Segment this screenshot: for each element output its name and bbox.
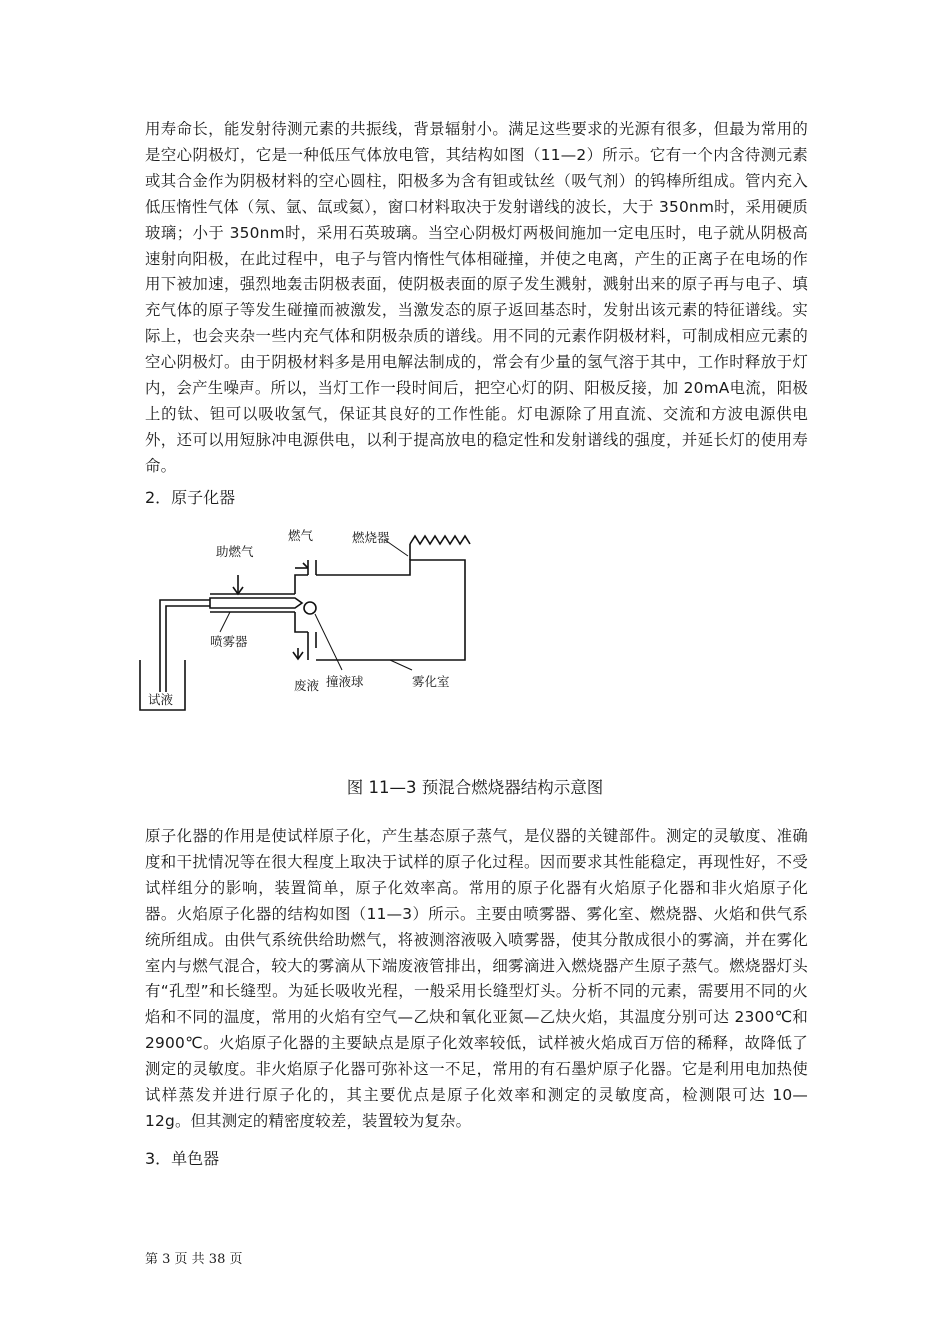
label-oxidant-gas: 助燃气 xyxy=(216,544,254,559)
label-impact-bead: 撞液球 xyxy=(326,674,364,689)
body-paragraph-atomizer: 原子化器的作用是使试样原子化，产生基态原子蒸气，是仪器的关键部件。测定的灵敏度、准确度和干扰情况等在很大程度上取决于试样的原子化过程。因而要求其性能稳定，再现性好，不受试样组分的影响，装置简单，原子化效率高。常用的原子化器有火焰原子化器和非火焰原子化器。火焰原子化器的结构如图（11—3）所示。主要由喷雾器、雾化室、燃烧器、火焰和供气系统所组成。由供气系统供给助燃气，将被测溶液吸入喷雾器，使其分散成很小的雾滴，并在雾化室内与燃气混合，较大的雾滴从下端废液管排出，细雾滴进入燃烧器产生原子蒸气。燃烧器灯头有“孔型”和长缝型。为延长吸收光程，一般采用长缝型灯头。分析不同的元素，需要用不同的火焰和不同的温度，常用的火焰有空气—乙炔和氧化亚氮—乙炔火焰，其温度分别可达 2300℃和 2900℃。火焰原子化器的主要缺点是原子化效率较低，试样被火焰成百万倍的稀释，故降低了测定的灵敏度。非火焰原子化器可弥补这一不足，常用的有石墨炉原子化器。它是利用电加热使试样蒸发并进行原子化的，其主要优点是原子化效率和测定的灵敏度高，检测限可达 10—12g。但其测定的精密度较差，装置较为复杂。 xyxy=(145,827,808,1130)
label-spray-chamber: 雾化室 xyxy=(412,674,450,689)
label-sample-solution: 试液 xyxy=(148,692,174,707)
label-burner: 燃烧器 xyxy=(352,530,390,545)
page-footer: 第 3 页 共 38 页 xyxy=(145,1252,243,1267)
section-heading-monochromator: 3．单色器 xyxy=(145,1149,220,1168)
body-paragraph-hollow-cathode-lamp: 用寿命长，能发射待测元素的共振线，背景辐射小。满足这些要求的光源有很多，但最为常用的是空心阴极灯，它是一种低压气体放电管，其结构如图（11—2）所示。它有一个内含待测元素或其合金作为阴极材料的空心圆柱，阳极多为含有钽或钛丝（吸气剂）的钨棒所组成。管内充入低压惰性气体（氖、氩、氙或氦），窗口材料取决于发射谱线的波长，大于 350nm时，采用硬质玻璃；小于 350nm时，采用石英玻璃。当空心阴极灯两极间施加一定电压时，电子就从阴极高速射向阳极，在此过程中，电子与管内惰性气体相碰撞，并使之电离，产生的正离子在电场的作用下被加速，强烈地轰击阴极表面，使阴极表面的原子发生溅射，溅射出来的原子再与电子、填充气体的原子等发生碰撞而被激发，当激发态的原子返回基态时，发射出该元素的特征谱线。实际上，也会夹杂一些内充气体和阴极杂质的谱线。用不同的元素作阴极材料，可制成相应元素的空心阴极灯。由于阴极材料多是用电解法制成的，常会有少量的氢气溶于其中，工作时释放于灯内，会产生噪声。所以，当灯工作一段时间后，把空心灯的阴、阳极反接，加 20mA电流，阳极上的钛、钽可以吸收氢气，保证其良好的工作性能。灯电源除了用直流、交流和方波电源供电外，还可以用短脉冲电源供电，以利于提高放电的稳定性和发射谱线的强度，并延长灯的使用寿命。 xyxy=(145,120,808,475)
impact-bead xyxy=(304,602,316,614)
nebulizer-body xyxy=(210,598,302,608)
label-nebulizer: 喷雾器 xyxy=(210,634,248,649)
label-waste: 废液 xyxy=(294,678,320,693)
figure-caption: 图 11—3 预混合燃烧器结构示意图 xyxy=(346,778,604,797)
spray-chamber xyxy=(295,575,308,594)
burner-head xyxy=(410,536,470,544)
label-fuel-gas: 燃气 xyxy=(288,528,314,543)
section-heading-atomizer: 2．原子化器 xyxy=(145,488,236,507)
premix-burner-diagram xyxy=(130,520,510,720)
